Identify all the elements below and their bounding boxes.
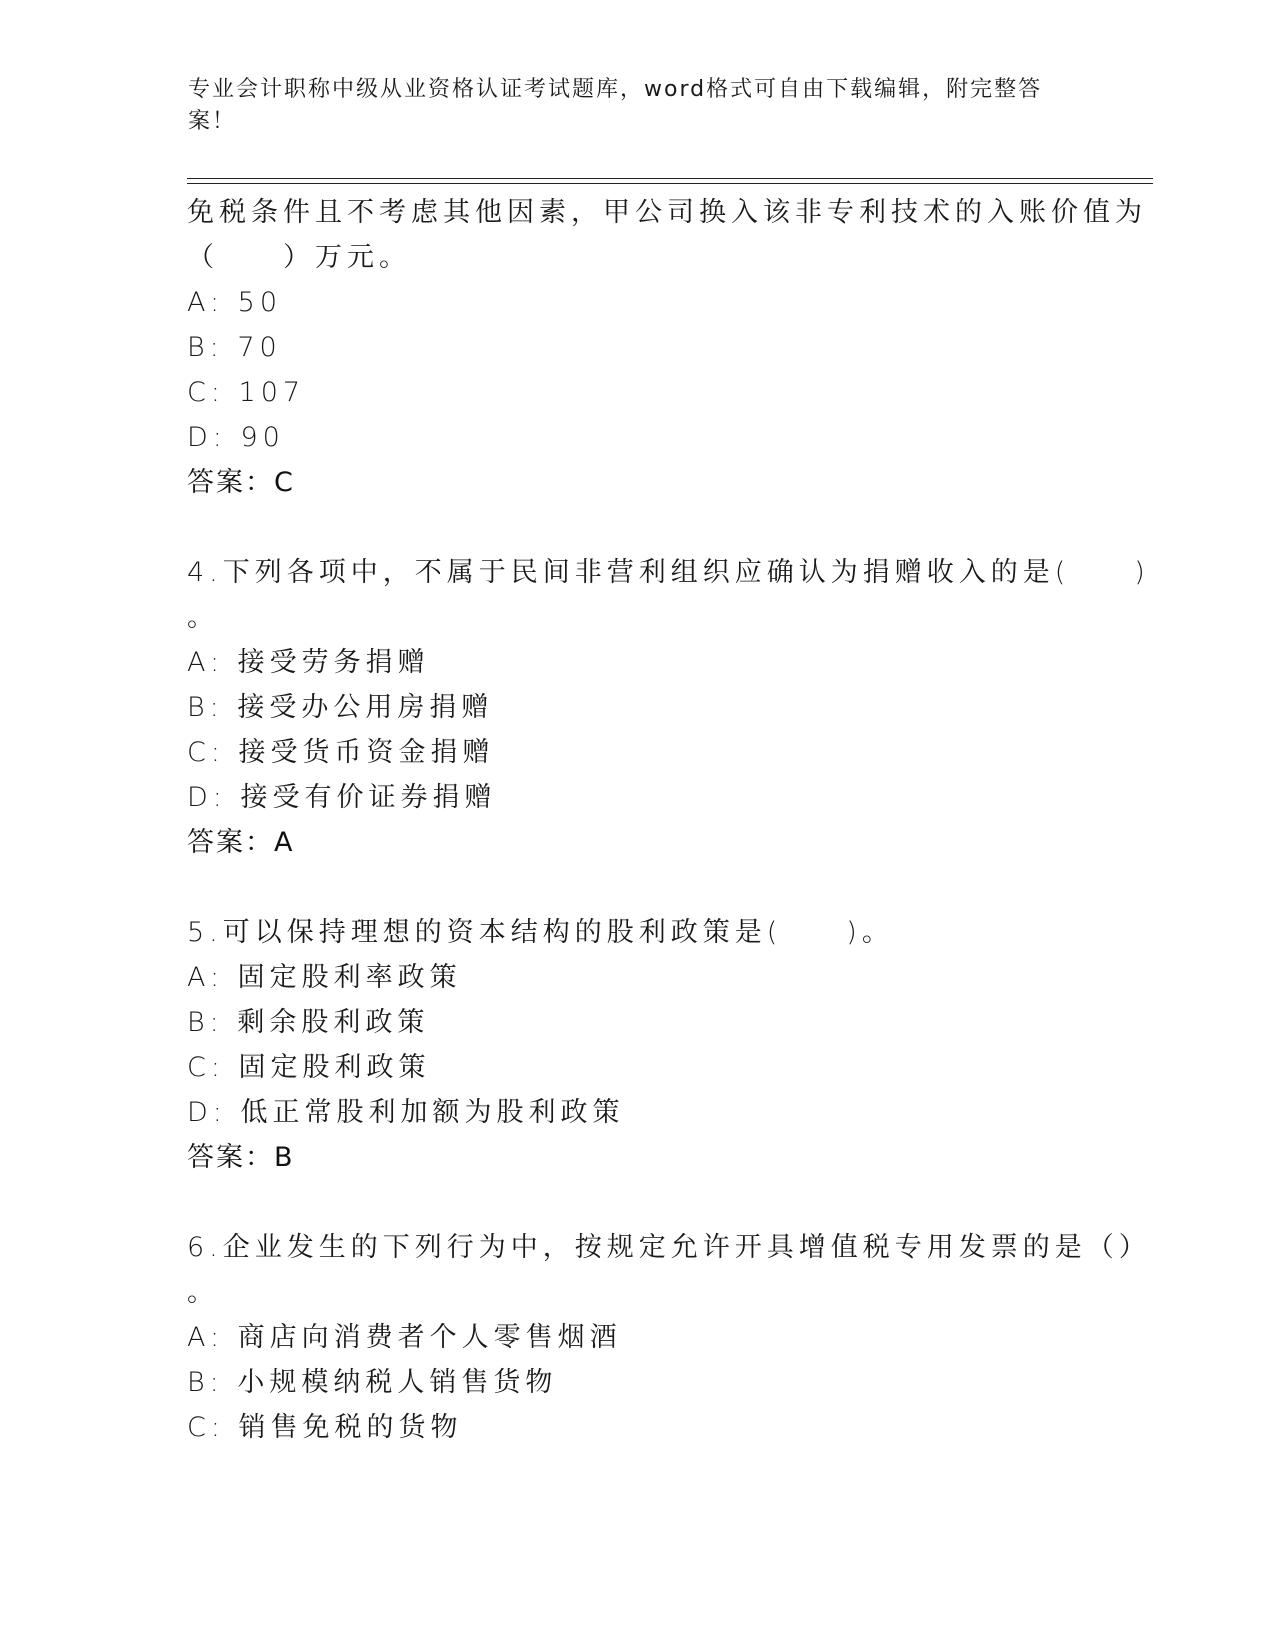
header-line-1: 专业会计职称中级从业资格认证考试题库，word格式可自由下载编辑，附完整答 — [188, 77, 1043, 102]
header-rule-bottom — [187, 183, 1153, 184]
question-3-text-line-1: 免税条件且不考虑其他因素，甲公司换入该非专利技术的入账价值为 — [187, 197, 1147, 228]
spacer — [187, 505, 1087, 550]
question-4-text-line-1: 4.下列各项中，不属于民间非营利组织应确认为捐赠收入的是( ) — [187, 557, 1150, 588]
question-4-option-c: C: 接受货币资金捐赠 — [187, 737, 495, 768]
question-6-option-a: A: 商店向消费者个人零售烟酒 — [187, 1322, 622, 1353]
question-4-text-line-2: 。 — [187, 602, 219, 633]
document-header — [188, 74, 1088, 138]
header-rule-top — [187, 178, 1153, 179]
question-content — [187, 190, 1151, 1450]
header-line-2: 案！ — [188, 109, 237, 134]
question-3-option-d: D: 90 — [187, 422, 285, 453]
question-6-option-b: B: 小规模纳税人销售货物 — [187, 1367, 558, 1398]
question-6-text-line-2: 。 — [187, 1277, 219, 1308]
question-3-option-b: B: 70 — [187, 332, 282, 363]
question-5-option-b: B: 剩余股利政策 — [187, 1007, 430, 1038]
question-4 — [187, 550, 1150, 865]
question-3-option-c: C: 107 — [187, 377, 306, 408]
question-4-answer: 答案：A — [187, 827, 295, 858]
question-4-option-b: B: 接受办公用房捐赠 — [187, 692, 494, 723]
question-5-text-line-1: 5.可以保持理想的资本结构的股利政策是( )。 — [187, 917, 894, 948]
question-5-answer: 答案：B — [187, 1142, 295, 1173]
spacer — [187, 865, 1087, 910]
question-6 — [187, 1225, 1151, 1450]
question-5-option-a: A: 固定股利率政策 — [187, 962, 462, 993]
question-5-option-d: D: 低正常股利加额为股利政策 — [187, 1097, 625, 1128]
question-6-text-line-1: 6.企业发生的下列行为中，按规定允许开具增值税专用发票的是（） — [187, 1232, 1151, 1263]
question-3-option-a: A: 50 — [187, 287, 283, 318]
question-3-text-line-2: （ ）万元。 — [187, 242, 411, 273]
question-4-option-a: A: 接受劳务捐赠 — [187, 647, 430, 678]
question-5 — [187, 910, 1087, 1180]
question-5-option-c: C: 固定股利政策 — [187, 1052, 431, 1083]
spacer — [187, 1180, 1087, 1225]
question-3-answer: 答案：C — [187, 467, 295, 498]
question-6-option-c: C: 销售免税的货物 — [187, 1412, 463, 1443]
question-4-option-d: D: 接受有价证券捐赠 — [187, 782, 497, 813]
question-3 — [187, 190, 1147, 505]
